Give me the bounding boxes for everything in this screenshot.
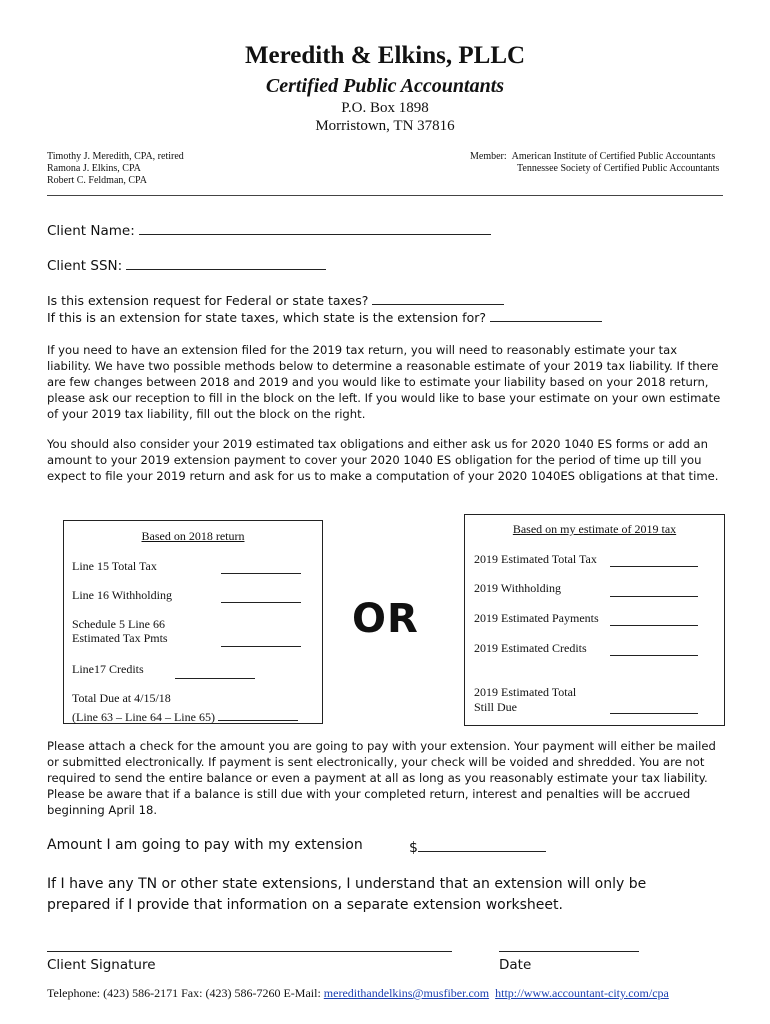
total-due-line1: Total Due at 4/15/18 [72,691,171,705]
which-state-label: If this is an extension for state taxes, which state is the extension for? [47,310,486,325]
total-due-input[interactable] [218,706,298,721]
partner-name: Timothy J. Meredith, CPA, retired [47,151,184,162]
website-link[interactable]: http://www.accountant-city.com/cpa [495,986,669,1000]
client-ssn-label: Client SSN: [47,258,123,274]
partner-name: Ramona J. Elkins, CPA [47,163,141,174]
membership: Tennessee Society of Certified Public Accountants [517,163,720,174]
membership-block [470,151,719,175]
client-name-field[interactable] [47,220,491,239]
est-withholding-input[interactable] [610,582,698,597]
footer-contact [47,986,669,1001]
right-estimate-box [464,514,725,726]
firm-subtitle: Certified Public Accountants [265,75,505,97]
still-due-line1: 2019 Estimated Total [474,685,577,699]
amount-label: Amount I am going to pay with my extension [47,837,363,853]
city-line: Morristown, TN 37816 [315,118,455,134]
client-name-line[interactable] [139,220,491,235]
email-link[interactable]: meredithandelkins@musfiber.com [323,986,490,1000]
which-state-line[interactable] [490,307,602,322]
schedule5-line2: Estimated Tax Pmts [72,631,168,645]
estimated-tax-paragraph: You should also consider your 2019 estimated tax obligations and either ask us for 2020 1040 ES forms or add an amount to your 2019 extension payment to cover your 2020 1040 ES obligation for the period of time up till you expect to file your 2019 return and ask for us to make a computation of your 2020 1040ES obligations at that time. [47,437,719,483]
est-payments-input[interactable] [610,611,698,626]
line16-label: Line 16 Withholding [72,588,172,602]
federal-state-line[interactable] [372,290,504,305]
federal-state-field[interactable] [47,290,504,308]
schedule5-line1: Schedule 5 Line 66 [72,617,165,631]
est-total-tax-label: 2019 Estimated Total Tax [474,552,597,566]
intro-paragraph: If you need to have an extension filed for the 2019 tax return, you will need to reasonably estimate your tax liability. We have two possible methods below to determine a reasonable estimate of your 2019 tax liability. If there are few changes between 2018 and 2019 and you would like to estimate your liability based on your 2018 return, please ask our reception to fill in the block on the left. If you would like to base your estimate on your own estimate of your 2019 tax liability, fill out the block on the right. [47,343,721,421]
client-name-label: Client Name: [47,223,135,239]
federal-state-label: Is this extension request for Federal or state taxes? [47,293,369,308]
client-signature-line[interactable] [47,951,452,952]
total-due-formula: (Line 63 – Line 64 – Line 65) [72,710,215,724]
date-label: Date [499,957,532,973]
date-line[interactable] [499,951,639,952]
line17-input[interactable] [175,664,255,679]
est-still-due-label [474,685,576,715]
left-estimate-box [63,520,323,724]
line15-label: Line 15 Total Tax [72,559,157,573]
line15-input[interactable] [221,559,301,574]
amount-field[interactable] [47,837,723,856]
client-ssn-field[interactable] [47,255,326,274]
firm-name: Meredith & Elkins, PLLC [244,42,526,69]
schedule5-label [72,617,168,645]
line16-input[interactable] [221,588,301,603]
po-box: P.O. Box 1898 [341,100,429,116]
membership: American Institute of Certified Public Accountants [511,151,716,162]
or-divider: OR [352,596,419,642]
partner-name: Robert C. Feldman, CPA [47,175,147,186]
schedule5-input[interactable] [221,632,301,647]
payment-paragraph: Please attach a check for the amount you are going to pay with your extension. Your payment will either be mailed or submitted electronically. If payment is sent electronically, your check will be voided and shredded. You are not required to send the entire balance or even a payment at all as long as you reasonably estimate your tax liability. Please be aware that if a balance is still due with your completed return, interest and penalties will be accrued beginning April 18. [47,739,716,817]
est-still-due-input[interactable] [610,699,698,714]
est-payments-label: 2019 Estimated Payments [474,611,599,625]
member-label: Member: [470,151,507,162]
total-due-line2 [72,706,298,725]
est-withholding-label: 2019 Withholding [474,581,561,595]
total-due-label [72,691,298,725]
tn-extension-note: If I have any TN or other state extensions, I understand that an extension will only be prepared if I provide that information on a separate extension worksheet. [47,876,647,913]
est-credits-input[interactable] [610,641,698,656]
client-ssn-line[interactable] [126,255,326,270]
line17-label: Line17 Credits [72,662,144,676]
still-due-line2: Still Due [474,700,518,714]
currency-symbol: $ [409,840,418,856]
client-signature-label: Client Signature [47,957,156,973]
left-box-title: Based on 2018 return [141,529,245,543]
amount-input[interactable] [418,837,546,852]
footer-phone-fax: Telephone: (423) 586-2171 Fax: (423) 586-7260 E-Mail: [47,986,321,1000]
partner-list [47,151,184,187]
est-total-tax-input[interactable] [610,552,698,567]
header-divider [47,195,723,196]
right-box-title: Based on my estimate of 2019 tax [512,522,677,536]
which-state-field[interactable] [47,307,602,325]
est-credits-label: 2019 Estimated Credits [474,641,587,655]
